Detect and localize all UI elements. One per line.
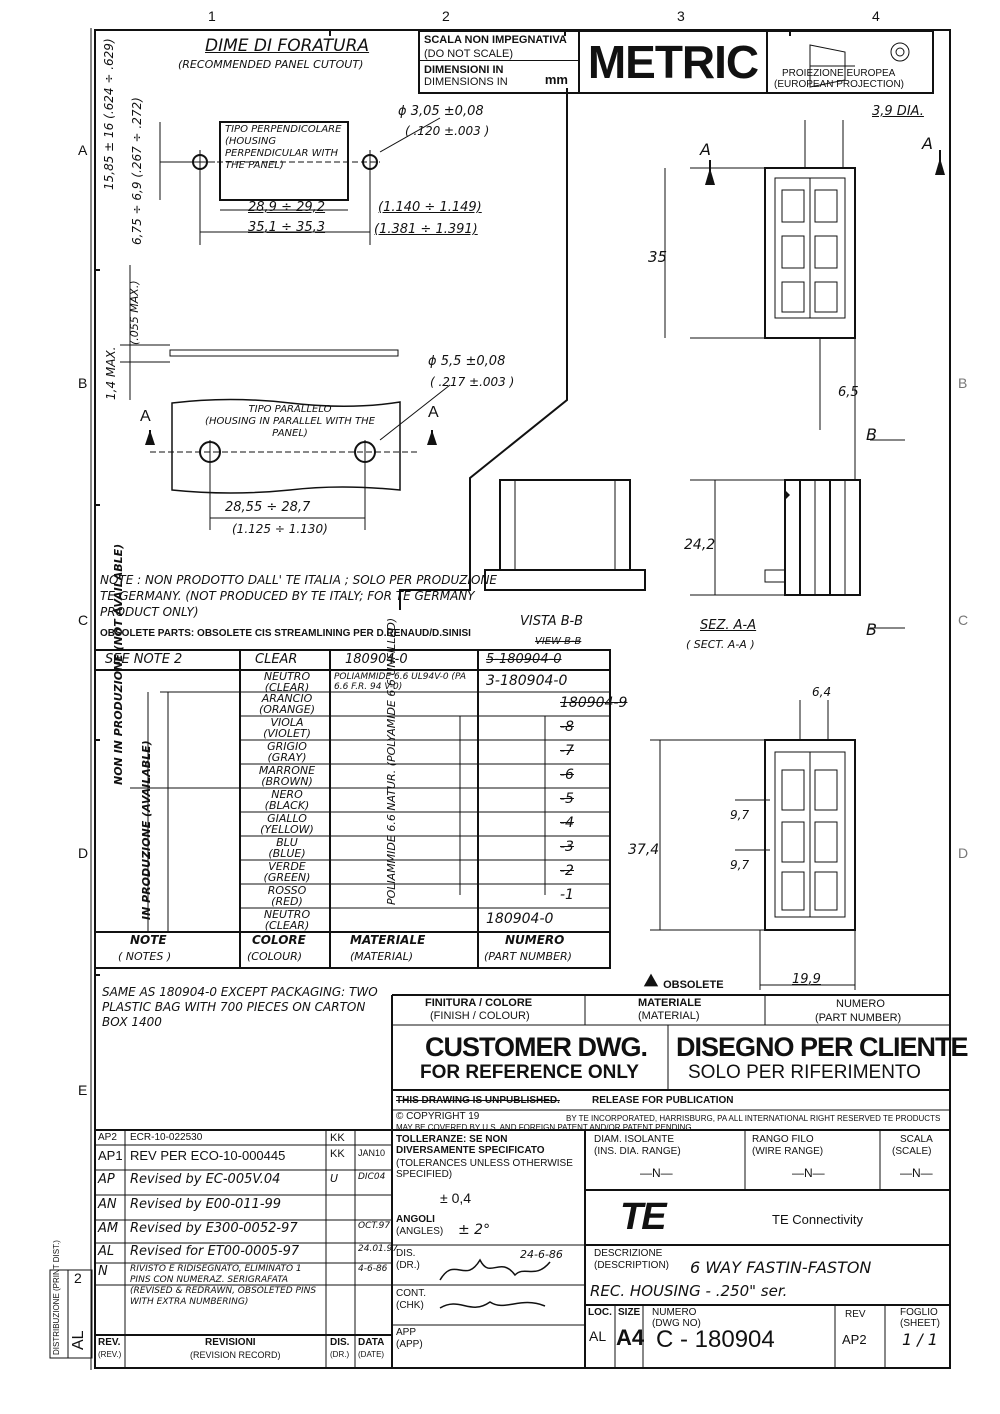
metric-label: METRIC (587, 36, 759, 88)
rev-header-date: DATA (358, 1337, 385, 1348)
projection-label-en: (EUROPEAN PROJECTION) (774, 79, 905, 90)
col-marker-4: 4 (872, 8, 880, 24)
section-mark-right: A (428, 404, 439, 421)
material-label: MATERIALE (638, 997, 702, 1009)
drawn-date: 24-6-86 (520, 1248, 563, 1261)
height-24-2: 24,2 (684, 537, 716, 553)
dim-28-9: 28,9 ÷ 29,2 (248, 200, 326, 215)
reference-only: FOR REFERENCE ONLY (420, 1062, 639, 1083)
revision-rev: AL (98, 1244, 115, 1259)
height-37-4: 37,4 (628, 842, 660, 858)
tolerance-label: TOLLERANZE: SE NON DIVERSAMENTE SPECIFICATO (396, 1134, 545, 1156)
size-label: SIZE (618, 1307, 641, 1318)
scale-box (418, 30, 580, 94)
tolerance-label-en: (TOLERANCES UNLESS OTHERWISE SPECIFIED) (396, 1158, 573, 1180)
sheet-label: FOGLIO (900, 1307, 938, 1318)
section-title: SEZ. A-A (700, 618, 757, 633)
angles-value: ± 2° (458, 1222, 491, 1238)
note-2: SAME AS 180904-0 EXCEPT PACKAGING: TWO PLASTIC BAG WITH 700 PIECES ON CARTON BOX 1400 (102, 985, 378, 1029)
header-part: NUMERO (505, 933, 565, 947)
header-material-en: (MATERIAL) (350, 950, 414, 963)
material-main: POLIAMMIDE 6.6 NATUR. (POLYAMIDE 6.6 UNFILLED) (385, 617, 398, 905)
header-color: COLORE (252, 933, 306, 947)
revision-date: OCT.97 (358, 1221, 391, 1231)
scale-label-en: (DO NOT SCALE) (424, 48, 514, 60)
te-connectivity: TE Connectivity (772, 1212, 864, 1227)
angles-label-en: (ANGLES) (396, 1226, 444, 1237)
color-name: MARRONE (BROWN) (258, 764, 316, 788)
obsolete-note: OBSOLETE (642, 972, 724, 991)
par-type-label: TIPO PARALLELO (HOUSING IN PARALLEL WITH THE PANEL) (205, 404, 375, 439)
color-name: NERO (BLACK) (264, 788, 310, 812)
solo-riferimento: SOLO PER RIFERIMENTO (688, 1062, 921, 1083)
revision-desc: Revised by E00-011-99 (130, 1197, 282, 1212)
dwg-no-label: NUMERO (652, 1307, 697, 1318)
revision-rev: AN (98, 1197, 117, 1212)
part-number: 180904-9 (560, 695, 628, 711)
header-material: MATERIALE (350, 933, 426, 947)
size-value: A4 (616, 1325, 645, 1350)
cutout-subtitle: (RECOMMENDED PANEL CUTOUT) (178, 58, 364, 71)
view-title: VISTA B-B (520, 614, 584, 629)
vertical-dim-15-85: 15,85 ± 16 (.624 ÷ .629) (102, 38, 116, 190)
ins-dia-label: DIAM. ISOLANTE (594, 1134, 675, 1145)
row-marker-e: E (78, 1082, 88, 1098)
revision-desc: Revised by E300-0052-97 (130, 1221, 298, 1236)
ins-dia-value: —N— (640, 1166, 673, 1180)
loc-label: LOC. (588, 1307, 612, 1318)
rev-header-rev: REV. (98, 1337, 121, 1348)
header-note-en: ( NOTES ) (118, 950, 172, 963)
part-number: -8 (560, 719, 574, 735)
projection-label: PROIEZIONE EUROPEA (782, 68, 896, 79)
width-19-9: 19,9 (792, 972, 821, 987)
col-marker-2: 2 (442, 8, 450, 24)
rev-header-by: DIS. (330, 1337, 350, 1348)
header-note: NOTE (130, 933, 167, 947)
number-label-en: (PART NUMBER) (815, 1012, 902, 1024)
thickness-dim: 1,4 MAX. (104, 346, 118, 400)
part-number: -7 (560, 743, 574, 759)
part-number: 3-180904-0 (486, 673, 568, 689)
dim-28-9-in: (1.140 ÷ 1.149) (378, 200, 482, 215)
color-name: NEUTRO (CLEAR) (263, 908, 311, 932)
description-label-en: (DESCRIPTION) (594, 1260, 669, 1271)
part-number: -6 (560, 767, 574, 783)
revision-by: KK (330, 1132, 345, 1144)
color-name: BLU (BLUE) (268, 836, 306, 860)
view-mark-b-top: B (866, 425, 877, 444)
projection-box (766, 30, 934, 94)
revision-rev: AP (98, 1172, 115, 1187)
dim-unit: mm (544, 72, 568, 87)
description-line-1: 6 WAY FASTIN-FASTON (690, 1258, 872, 1277)
color-name: GIALLO (YELLOW) (260, 812, 314, 836)
triangle-icon (644, 974, 658, 987)
wire-range-label: RANGO FILO (752, 1134, 814, 1145)
status-not-available: NON IN PRODUZIONE (NOT AVAILABLE) (112, 543, 125, 785)
pitch-9-7-b: 9,7 (730, 858, 750, 872)
revision-desc: ECR-10-022530 (130, 1132, 203, 1143)
col-marker-1: 1 (208, 8, 216, 24)
approved-label-en: (APP) (396, 1339, 423, 1350)
view-mark-a-right: A (922, 134, 933, 153)
hole2-dim: ϕ 5,5 ±0,08 (428, 354, 506, 369)
cutout-title: DIME DI FORATURA (205, 36, 370, 56)
customer-dwg: CUSTOMER DWG. (425, 1032, 647, 1062)
dim-28-55: 28,55 ÷ 28,7 (225, 500, 311, 515)
metric-box (578, 30, 768, 94)
revision-rev: N (98, 1264, 108, 1279)
revision-rev: AP2 (98, 1132, 117, 1143)
header-color-en: (COLOUR) (247, 950, 303, 963)
description-line-2: REC. HOUSING - .250" ser. (590, 1282, 788, 1300)
width-6-4: 6,4 (812, 685, 832, 699)
table-top-note: SEE NOTE 2 (105, 652, 183, 667)
checked-label-en: (CHK) (396, 1300, 424, 1311)
row-marker-b-right: B (958, 375, 968, 391)
angles-label: ANGOLI (396, 1214, 435, 1225)
revision-desc: Revised for ET00-0005-97 (130, 1244, 300, 1259)
revision-desc: Revised by EC-005V.04 (130, 1172, 281, 1187)
dim-label-en: DIMENSIONS IN (424, 76, 508, 88)
print-dist-number: 2 (74, 1270, 82, 1286)
view-title-en: VIEW B-B (535, 636, 582, 647)
hole2-dim-in: ( .217 ±.003 ) (430, 375, 515, 389)
row-marker-c-right: C (958, 612, 969, 628)
color-name: VERDE (GREEN) (263, 860, 311, 884)
section-mark-left: A (140, 408, 151, 425)
drawn-label-en: (DR.) (396, 1260, 420, 1271)
revision-date: 24.01.97 (358, 1244, 399, 1254)
dim-28-55-in: (1.125 ÷ 1.130) (232, 522, 328, 536)
view-mark-a-left: A (700, 140, 711, 159)
rev-header-desc-en: (REVISION RECORD) (190, 1350, 281, 1360)
table-top-material: 180904-0 (345, 652, 408, 667)
material-label-en: (MATERIAL) (638, 1010, 700, 1022)
scale-label-tb-en: (SCALE) (892, 1146, 932, 1157)
drawn-label: DIS. (396, 1248, 416, 1259)
part-number: -4 (560, 815, 574, 831)
scale-value: —N— (900, 1166, 933, 1180)
perp-type-label: TIPO PERPENDICOLARE (HOUSING PERPENDICULAR WITH THE PANEL) (225, 124, 342, 171)
color-name: ARANCIO (ORANGE) (258, 692, 316, 716)
revision-rev: AM (98, 1221, 119, 1236)
color-name: NEUTRO (CLEAR) (263, 670, 311, 694)
revision-desc: REV PER ECO-10-000445 (130, 1148, 286, 1163)
rev-header-by-en: (DR.) (330, 1350, 350, 1359)
color-name: GRIGIO (GRAY) (267, 740, 307, 764)
disegno-cliente: DISEGNO PER CLIENTE (676, 1032, 968, 1062)
signature-drawn (435, 1250, 555, 1290)
loc-value: AL (589, 1328, 607, 1344)
hole1-dim-in: ( .120 ±.003 ) (405, 124, 490, 138)
part-number: 180904-0 (486, 911, 554, 927)
scale-label: SCALA NON IMPEGNATIVA (424, 34, 567, 46)
header-part-en: (PART NUMBER) (484, 950, 572, 963)
sheet-value: 1 / 1 (902, 1330, 938, 1349)
hole1-dim: ϕ 3,05 ±0,08 (398, 104, 484, 119)
revision-date: JAN10 (358, 1148, 386, 1158)
signature-checked (435, 1288, 555, 1322)
revision-rev: AP1 (98, 1148, 123, 1163)
ins-dia-label-en: (INS. DIA. RANGE) (594, 1146, 681, 1157)
print-dist-label: DISTRIBUZIONE (PRINT DIST.) (52, 1240, 61, 1355)
rev-header-desc: REVISIONI (205, 1337, 256, 1348)
revision-date: DIC04 (358, 1172, 386, 1182)
wire-range-value: —N— (792, 1166, 825, 1180)
release-note: RELEASE FOR PUBLICATION (592, 1095, 734, 1106)
rev-header-rev-en: (REV.) (98, 1350, 122, 1359)
dim-35-1-in: (1.381 ÷ 1.391) (374, 222, 478, 237)
part-number: -1 (560, 887, 574, 903)
width-6-5: 6,5 (838, 385, 859, 400)
copyright-by: BY TE INCORPORATED, HARRISBURG, PA ALL INTERNATIONAL RIGHT RESERVED TE PRODUCTS MAY BE COVERED BY U.S. AND FOREIGN PATENT AND/OR PATENT PENDING (396, 1114, 941, 1132)
note-3: OBSOLETE PARTS: OBSOLETE CIS STREAMLINING PER D.RENAUD/D.SINISI (100, 628, 471, 639)
rev-value-tb: AP2 (842, 1332, 867, 1347)
row-marker-d: D (78, 845, 89, 861)
vertical-dim-6-75: 6,75 ÷ 6,9 (.267 ÷ .272) (130, 97, 144, 245)
copyright: © COPYRIGHT 19 (396, 1111, 480, 1122)
table-top-part: 5-180904-0 (486, 652, 562, 667)
row-marker-a: A (78, 142, 88, 158)
finish-label: FINITURA / COLORE (425, 997, 533, 1009)
rev-label-tb: REV (845, 1309, 866, 1320)
unpublished-note: THIS DRAWING IS UNPUBLISHED. (396, 1095, 560, 1106)
rev-header-date-en: (DATE) (358, 1350, 385, 1359)
finish-label-en: (FINISH / COLOUR) (430, 1010, 530, 1022)
color-name: VIOLA (VIOLET) (263, 716, 311, 740)
approved-label: APP (396, 1327, 417, 1338)
tolerance-value: ± 0,4 (440, 1190, 472, 1206)
revision-date: 4-6-86 (358, 1264, 388, 1274)
print-dist-rev: AL (70, 1330, 87, 1350)
sheet-label-en: (SHEET) (900, 1318, 940, 1329)
dim-label: DIMENSIONI IN (420, 60, 578, 76)
thickness-dim-in: (.055 MAX.) (128, 280, 141, 345)
dia-dim: 3,9 DIA. (872, 104, 924, 119)
row-marker-b: B (78, 375, 88, 391)
te-logo: TE (620, 1196, 665, 1238)
revision-by: KK (330, 1148, 345, 1160)
dwg-number: C - 180904 (656, 1326, 775, 1353)
part-number: -2 (560, 863, 574, 879)
part-number: -5 (560, 791, 574, 807)
note-1: NOTE : NON PRODOTTO DALL' TE ITALIA ; SOLO PER PRODUZIONE TE-GERMANY. (NOT PRODUCED BY TE ITALY; FOR TE GERMANY PRODUCT ONLY) (100, 573, 498, 619)
scale-label-tb: SCALA (900, 1134, 933, 1145)
number-label: NUMERO (836, 998, 885, 1010)
checked-label: CONT. (396, 1288, 426, 1299)
row-marker-c: C (78, 612, 89, 628)
section-title-en: ( SECT. A-A ) (686, 638, 755, 651)
col-marker-3: 3 (677, 8, 685, 24)
revision-by: U (330, 1172, 339, 1185)
part-number: -3 (560, 839, 574, 855)
status-available: IN PRODUZIONE (AVAILABLE) (140, 740, 153, 920)
description-label: DESCRIZIONE (594, 1248, 663, 1259)
height-35: 35 (648, 248, 668, 266)
dim-35-1: 35,1 ÷ 35,3 (248, 220, 326, 235)
dwg-no-label-en: (DWG NO) (652, 1318, 701, 1329)
revision-desc: RIVISTO E RIDISEGNATO, ELIMINATO 1 PINS CON NUMERAZ. SERIGRAFATA (REVISED & REDRAWN, OBSOLETED PINS WITH EXTRA NUMBERING) (130, 1264, 317, 1307)
color-name: ROSSO (RED) (267, 884, 307, 908)
material-top: POLIAMMIDE 6.6 UL94V-0 (PA 6.6 F.R. 94 V-0) (334, 672, 467, 692)
view-mark-b-bottom: B (866, 620, 877, 639)
pitch-9-7-a: 9,7 (730, 808, 750, 822)
wire-range-label-en: (WIRE RANGE) (752, 1146, 824, 1157)
row-marker-d-right: D (958, 845, 969, 861)
table-top-color: CLEAR (255, 652, 298, 667)
